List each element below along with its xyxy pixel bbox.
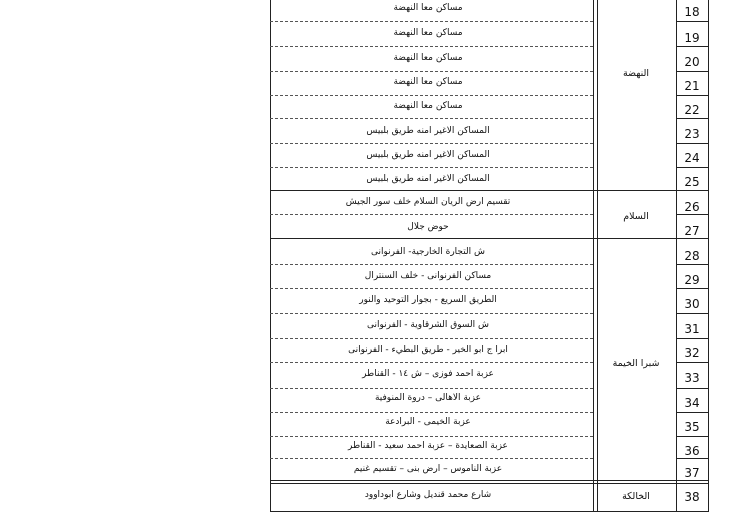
district-label: النهضة [622, 68, 650, 79]
row-number: 28 [684, 249, 700, 263]
row-number: 24 [684, 151, 700, 165]
row-separator [676, 436, 708, 437]
row-separator [270, 118, 593, 119]
address-cell: عزبة احمد فوزى – ش ١٤ - القناطر [362, 369, 494, 379]
row-number: 33 [684, 371, 700, 385]
row-separator [270, 214, 593, 215]
table-border-bottom [270, 511, 708, 512]
row-separator [676, 388, 708, 389]
row-number: 38 [684, 490, 700, 504]
address-cell: مساكن معا النهضة [393, 53, 463, 63]
row-separator [270, 313, 593, 314]
row-separator [676, 338, 708, 339]
district-label: السلام [623, 211, 649, 222]
row-number: 29 [684, 273, 700, 287]
row-number: 20 [684, 55, 700, 69]
row-number: 34 [684, 396, 700, 410]
row-separator [270, 167, 593, 168]
row-number: 19 [684, 31, 700, 45]
row-separator [676, 167, 708, 168]
row-separator [270, 288, 593, 289]
row-number: 32 [684, 346, 700, 360]
row-separator [676, 21, 708, 22]
row-number: 21 [684, 79, 700, 93]
row-separator [676, 71, 708, 72]
column-divider [593, 0, 594, 512]
address-cell: ابرا ج ابو الخير - طريق البطيء - الفرنوانى [348, 345, 508, 355]
row-number: 23 [684, 127, 700, 141]
row-number: 22 [684, 103, 700, 117]
address-cell: مساكن معا النهضة [393, 77, 463, 87]
row-number: 31 [684, 322, 700, 336]
row-separator [676, 95, 708, 96]
address-cell: تقسيم ارض الريان السلام خلف سور الجيش [345, 197, 511, 207]
district-label: شبرا الخيمة [612, 358, 660, 369]
row-number: 35 [684, 420, 700, 434]
district-label: الخالكة [622, 491, 650, 502]
address-cell: الطريق السريع - بجوار التوحيد والنور [359, 295, 497, 305]
row-number: 26 [684, 200, 700, 214]
row-separator [270, 412, 593, 413]
row-separator [270, 95, 593, 96]
address-cell: مساكن معا النهضة [393, 101, 463, 111]
address-cell: مساكن الفرنوانى - خلف السنترال [364, 271, 492, 281]
address-cell: المساكن الاغير امنه طريق بلبيس [366, 174, 490, 184]
address-cell: عزبة الصعايدة – عزبة احمد سعيد - القناطر [348, 441, 508, 451]
address-cell: شارع محمد قنديل وشارع ابوداوود [364, 490, 492, 500]
row-number: 27 [684, 224, 700, 238]
table-border-right [708, 0, 709, 512]
row-separator [676, 143, 708, 144]
group-separator [270, 238, 708, 239]
row-separator [270, 338, 593, 339]
address-cell: عزبة الخيمى - البرادعة [385, 417, 471, 427]
group-separator [270, 190, 708, 191]
group-separator [270, 483, 708, 484]
row-separator [270, 388, 593, 389]
address-cell: مساكن معا النهضة [393, 3, 463, 13]
row-separator [270, 458, 593, 459]
address-cell: المساكن الاغير امنه طريق بلبيس [366, 150, 490, 160]
address-cell: حوض جلال [407, 222, 449, 232]
row-separator [270, 71, 593, 72]
row-separator [676, 313, 708, 314]
row-separator [270, 436, 593, 437]
row-separator [270, 21, 593, 22]
row-number: 18 [684, 5, 700, 19]
address-cell: ش التجارة الخارجية- الفرنوانى [370, 247, 486, 257]
row-separator [270, 46, 593, 47]
group-separator [270, 480, 708, 481]
address-cell: عزبة الاهالى – دروة المنوفية [374, 393, 482, 403]
row-number: 36 [684, 444, 700, 458]
address-cell: عزبة الناموس – ارض بنى – تقسيم غنيم [353, 464, 503, 474]
row-separator [270, 264, 593, 265]
row-separator [270, 143, 593, 144]
row-separator [270, 362, 593, 363]
row-separator [676, 362, 708, 363]
address-cell: مساكن معا النهضة [393, 28, 463, 38]
address-cell: ش السوق الشرقاوية - الفرنوانى [367, 320, 489, 330]
row-number: 37 [684, 466, 700, 480]
row-separator [676, 412, 708, 413]
address-cell: المساكن الاغير امنه طريق بلبيس [366, 126, 490, 136]
row-number: 25 [684, 175, 700, 189]
row-number: 30 [684, 297, 700, 311]
